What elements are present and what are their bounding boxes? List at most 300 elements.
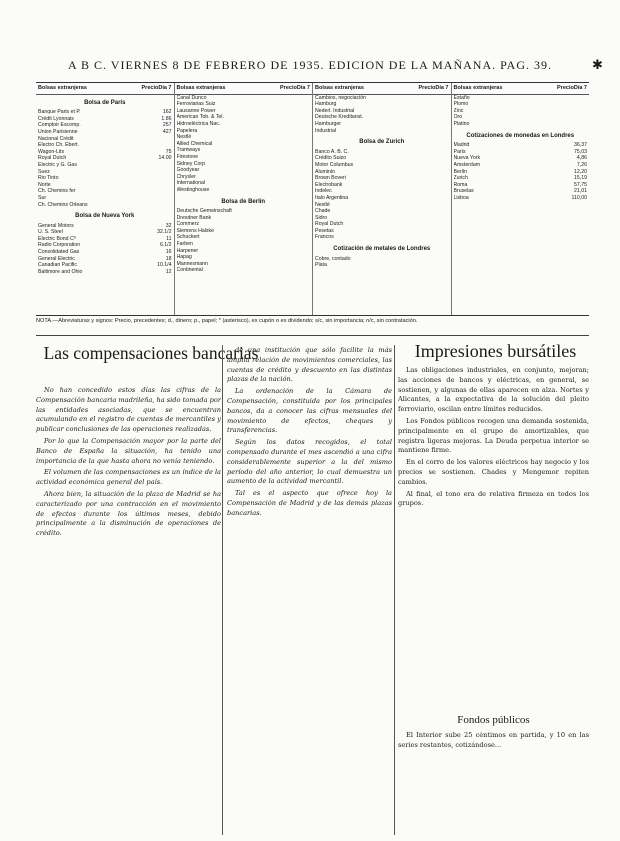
table-row [36, 223, 174, 230]
table-row [452, 108, 590, 115]
day-cell [288, 161, 310, 168]
security-name: Zurich [453, 175, 468, 182]
security-name: Radio Corporation [38, 242, 81, 249]
day-cell [288, 147, 310, 154]
security-name: Deutsche Kreditanst. [315, 114, 364, 121]
price-cell [405, 195, 427, 202]
section-title: Bolsa de Nueva York [75, 213, 135, 220]
security-name: Sidney Corp [176, 160, 206, 167]
table-row [36, 202, 174, 209]
table-row [452, 182, 590, 189]
paragraph: Tal es el aspecto que ofrece hoy la Compensación de Madrid y de las demás plazas bancarias. [227, 489, 392, 517]
security-name: Firestone [176, 153, 199, 160]
security-name: Industrial [315, 127, 337, 134]
security-name: Lausanne Power [176, 107, 216, 114]
table-row [36, 169, 174, 176]
security-name: Crédit Lyonnais [38, 115, 74, 122]
day-cell [150, 195, 172, 202]
day-cell [288, 254, 310, 261]
price-cell [405, 175, 427, 182]
security-name: Cobre, contado [315, 255, 351, 262]
price-cell [405, 162, 427, 169]
day-cell: 21,01 [574, 188, 587, 195]
day-cell [427, 228, 449, 235]
day-cell [288, 174, 310, 181]
price-cell [405, 121, 427, 128]
article-body-impresiones [398, 366, 589, 711]
day-cell [288, 187, 310, 194]
day-cell: 18 [165, 255, 172, 262]
day-cell [150, 182, 172, 189]
column-rule [394, 345, 395, 835]
stock-table [36, 82, 589, 316]
security-name: Hidroeléctrica Nac. [176, 120, 221, 127]
price-cell [405, 228, 427, 235]
price-cell [543, 188, 565, 195]
page-header: A B C. VIERNES 8 DE FEBRERO DE 1935. EDICION DE LA MAÑANA. PAG. 39. [67, 58, 553, 72]
security-name: Tramways [176, 147, 201, 154]
security-name: Wagon-Lits [38, 148, 65, 155]
day-cell: 110,00 [571, 194, 587, 201]
section-title: Cotización de metales de Londres [333, 246, 431, 253]
price-cell [405, 149, 427, 156]
price-cell [266, 234, 288, 241]
day-cell [288, 154, 310, 161]
table-row [175, 221, 313, 228]
security-name: Hamburg [315, 101, 337, 108]
day-cell [427, 175, 449, 182]
price-cell [266, 267, 288, 274]
table-row [175, 114, 313, 121]
price-cell [266, 108, 288, 115]
security-name: Banco A. B. C. [315, 148, 349, 155]
table-row [313, 182, 451, 189]
security-name: Norte [38, 181, 51, 188]
security-name: Sidro [315, 214, 328, 221]
header-cell: Bolsas extranjeras [315, 85, 364, 91]
day-cell: 4,86 [576, 155, 587, 162]
day-cell [427, 202, 449, 209]
security-name: Pesetas [315, 227, 334, 234]
price-cell [128, 116, 150, 123]
price-cell [266, 261, 288, 268]
table-row [175, 121, 313, 128]
price-cell [266, 147, 288, 154]
day-cell: 15,19 [574, 175, 587, 182]
price-cell [128, 182, 150, 189]
security-name: Amsterdam [453, 161, 481, 168]
day-cell [288, 261, 310, 268]
security-name: Banque Paris et P. [38, 109, 81, 116]
price-cell [128, 236, 150, 243]
security-name: Motor Columbus [315, 161, 354, 168]
security-name: U. S. Steel [38, 229, 63, 236]
price-cell [128, 136, 150, 143]
security-name: Commerz [176, 221, 199, 228]
table-row [313, 256, 451, 263]
day-cell [427, 262, 449, 269]
day-cell: 57,75 [574, 181, 587, 188]
table-row [452, 195, 590, 202]
day-cell [427, 169, 449, 176]
security-name: Ch. Chemins Orleans [38, 201, 88, 208]
table-row [175, 234, 313, 241]
day-cell [427, 128, 449, 135]
table-row [313, 155, 451, 162]
table-row [36, 195, 174, 202]
security-name: Deutsche Gemeinschaft [176, 208, 232, 215]
day-cell [427, 256, 449, 263]
table-row [313, 95, 451, 102]
day-cell [150, 142, 172, 149]
security-name: Papelera [176, 127, 198, 134]
day-cell: 14.00 [158, 155, 172, 162]
table-row [175, 248, 313, 255]
price-cell [405, 208, 427, 215]
security-name: Suez [38, 168, 50, 175]
price-cell [266, 174, 288, 181]
table-row [36, 182, 174, 189]
day-cell [150, 162, 172, 169]
security-name: Union Parisienne [38, 128, 78, 135]
table-row [313, 202, 451, 209]
table-row [36, 122, 174, 129]
article-title-compensaciones: Las compensaciones bancarias [43, 343, 259, 363]
table-row [452, 162, 590, 169]
day-cell [288, 167, 310, 174]
table-row [36, 142, 174, 149]
price-cell [405, 202, 427, 209]
price-cell [266, 241, 288, 248]
price-cell [543, 114, 565, 121]
day-cell [150, 202, 172, 209]
paragraph: Ahora bien, la situación de la plaza de Madrid se ha caracterizado por una contracción en el movimiento de efectos durante los últimos meses, debido principalmente a la disminución de operaciones de crédito. [36, 489, 221, 538]
day-cell [288, 208, 310, 215]
header-cell: Bolsas extranjeras [176, 85, 226, 91]
header-cell: Día 7 [435, 85, 449, 91]
price-cell [405, 108, 427, 115]
section-title: Cotizaciones de monedas en Londres [466, 132, 575, 139]
day-cell: 7,26 [576, 161, 587, 168]
day-cell [288, 114, 310, 121]
security-name: Royal Dutch [38, 155, 67, 162]
security-name: Nueva York [453, 155, 481, 162]
paragraph: Por lo que la Compensación mayor por la parte del Banco de España la situación, ha tenido una importancia de la que hasta ahora no venía teniendo. [36, 436, 221, 465]
day-cell [288, 101, 310, 108]
paragraph: No han concedido estos días las cifras de la Compensación bancaria madrileña, ha sido tomada por las entidades asociadas, que se encuentran acumulando en el registro de cuentas de mercantiles y publicar conclusiones de las operaciones realizadas. [36, 386, 221, 434]
table-row [36, 249, 174, 256]
day-cell: 32.1/2 [157, 229, 172, 236]
price-cell [128, 122, 150, 129]
security-name: Westinghouse [176, 186, 210, 193]
price-cell [128, 202, 150, 209]
price-cell [405, 155, 427, 162]
price-cell [266, 95, 288, 102]
day-cell [565, 114, 587, 121]
price-cell [128, 269, 150, 276]
table-row [36, 109, 174, 116]
price-cell [405, 234, 427, 241]
table-row [452, 121, 590, 128]
price-cell [266, 228, 288, 235]
day-cell [427, 149, 449, 156]
day-cell [427, 234, 449, 241]
security-name: Ferroviarias Suiz [176, 101, 216, 108]
price-cell [128, 142, 150, 149]
paragraph: En el corro de los valores eléctricos hay negocio y los precios se sostienen. Chades y Mengemor repiten cambios. [398, 458, 589, 486]
table-row [175, 134, 313, 141]
day-cell [288, 234, 310, 241]
security-name: Mannesmann [176, 260, 208, 267]
security-name: Canal Dunco [176, 94, 207, 101]
security-name: General Electric [38, 255, 75, 262]
security-name: General Motors [38, 222, 74, 229]
price-cell [405, 128, 427, 135]
price-cell [405, 215, 427, 222]
price-cell [405, 256, 427, 263]
price-cell [266, 167, 288, 174]
star-mark: ✱ [592, 58, 603, 73]
day-cell [427, 114, 449, 121]
table-header [175, 83, 313, 95]
price-cell [405, 188, 427, 195]
day-cell [288, 248, 310, 255]
day-cell [427, 182, 449, 189]
security-name: Hamburger [315, 120, 341, 127]
table-column-1 [36, 83, 175, 315]
day-cell [150, 169, 172, 176]
security-name: Nestlé [315, 201, 330, 208]
price-cell [128, 195, 150, 202]
day-cell: 12 [165, 268, 172, 275]
table-row [313, 149, 451, 156]
security-name: Aluminio [315, 168, 335, 175]
price-cell [266, 101, 288, 108]
security-name: Hapag [176, 254, 192, 261]
price-cell [266, 221, 288, 228]
price-cell [128, 175, 150, 182]
header-cell: Precio [418, 85, 436, 91]
article-body-fondos [398, 731, 589, 831]
table-row [36, 269, 174, 276]
day-cell [427, 162, 449, 169]
table-row [175, 187, 313, 194]
day-cell [288, 180, 310, 187]
day-cell [427, 101, 449, 108]
price-cell [266, 248, 288, 255]
table-header [313, 83, 451, 95]
price-cell [128, 229, 150, 236]
security-name: Farben [176, 241, 193, 248]
table-row [175, 161, 313, 168]
table-row [175, 95, 313, 102]
price-cell [405, 182, 427, 189]
day-cell: 6.1/2 [159, 242, 172, 249]
security-name: París [453, 148, 466, 155]
price-cell [266, 128, 288, 135]
day-cell [565, 108, 587, 115]
security-name: Plomo [453, 101, 469, 108]
price-cell [128, 109, 150, 116]
day-cell [427, 221, 449, 228]
table-row [175, 174, 313, 181]
security-name: Electric Bond Cº [38, 235, 76, 242]
day-cell [150, 136, 172, 143]
table-row [36, 149, 174, 156]
price-cell [128, 262, 150, 269]
security-name: Canadian Pacific [38, 262, 77, 269]
security-name: Continental [176, 267, 203, 274]
day-cell: 36,37 [574, 142, 587, 149]
table-row [175, 215, 313, 222]
day-cell: 75,03 [574, 148, 587, 155]
table-row [36, 236, 174, 243]
day-cell [288, 108, 310, 115]
paragraph: Según los datos recogidos, el total compensado durante el mes ascendió a una cifra considerablemente superior a la del mismo período del año anterior, lo cual demuestra un aumento de la actividad mercantil. [227, 438, 392, 486]
day-cell [565, 121, 587, 128]
day-cell [288, 128, 310, 135]
paragraph: de una institución que sólo facilite la más amplia relación de movimientos comerciales, las cuentas de crédito y descuento en las distintas plazas de la nación. [227, 346, 392, 384]
day-cell [565, 95, 587, 102]
table-row [452, 169, 590, 176]
security-name: Schuckert [176, 234, 200, 241]
table-row [36, 175, 174, 182]
day-cell [288, 121, 310, 128]
day-cell: 10.1/4 [157, 262, 172, 269]
table-row [452, 188, 590, 195]
table-row [313, 114, 451, 121]
price-cell [266, 121, 288, 128]
day-cell [288, 141, 310, 148]
security-name: Plata [315, 262, 327, 269]
divider [36, 335, 589, 336]
price-cell [543, 169, 565, 176]
price-cell [128, 223, 150, 230]
table-row [175, 254, 313, 261]
day-cell [427, 208, 449, 215]
table-row [452, 149, 590, 156]
table-row [452, 175, 590, 182]
day-cell: 16 [165, 249, 172, 256]
price-cell [266, 154, 288, 161]
day-cell [427, 215, 449, 222]
header-cell: Día 7 [573, 85, 587, 91]
table-row [36, 262, 174, 269]
price-cell [128, 242, 150, 249]
header-cell: Bolsas extranjeras [453, 85, 503, 91]
day-cell: 11 [166, 235, 172, 242]
price-cell [405, 169, 427, 176]
section-title: Bolsa de París [84, 99, 126, 106]
day-cell: 1.86 [161, 115, 172, 122]
security-name: Lisboa [453, 194, 469, 201]
security-name: Baltimore and Ohio [38, 268, 83, 275]
security-name: Electro Ch. Ebert. [38, 142, 79, 149]
table-row [36, 256, 174, 263]
day-cell [427, 95, 449, 102]
table-row [313, 188, 451, 195]
table-row [36, 155, 174, 162]
price-cell [543, 182, 565, 189]
table-row [36, 162, 174, 169]
security-name: Roma [453, 181, 468, 188]
day-cell: 75 [165, 148, 172, 155]
table-column-3 [313, 83, 452, 315]
paragraph: La ordenación de la Cámara de Compensación, constituida por los principales bancos, da a conocer las cifras mensuales del movimiento de efectos, cheques y transferencias. [227, 387, 392, 435]
article-body-continuation [227, 346, 392, 831]
table-row [452, 95, 590, 102]
security-name: Sur [38, 194, 47, 201]
price-cell [543, 108, 565, 115]
security-name: Nederl. Industrial [315, 107, 355, 114]
header-cell: Precio [141, 85, 159, 91]
table-row [175, 261, 313, 268]
price-cell [266, 254, 288, 261]
table-row [313, 128, 451, 135]
price-cell [543, 175, 565, 182]
table-row [313, 162, 451, 169]
security-name: Brown Boveri [315, 175, 346, 182]
price-cell [128, 149, 150, 156]
security-name: Ch. Chemins fer [38, 188, 76, 195]
header-cell: Día 7 [296, 85, 310, 91]
security-name: Francos [315, 234, 334, 241]
day-cell [288, 215, 310, 222]
security-name: Harpener [176, 247, 199, 254]
table-column-4 [452, 83, 590, 315]
table-row [175, 241, 313, 248]
table-row [175, 154, 313, 161]
price-cell [128, 162, 150, 169]
day-cell [288, 134, 310, 141]
table-note: NOTA.—Abreviaturas y signos: Precio, precedentes; d., dinero; p., papel; * (asterisco), ex cupón o ex dividendo; s/c, sin importancia; n/c, sin contratación. [36, 318, 418, 324]
day-cell [427, 121, 449, 128]
day-cell [288, 267, 310, 274]
table-row [175, 180, 313, 187]
table-row [313, 262, 451, 269]
price-cell [543, 162, 565, 169]
table-row [452, 114, 590, 121]
table-row [36, 129, 174, 136]
table-row [175, 228, 313, 235]
security-name: Electric y G. Gas [38, 161, 77, 168]
day-cell [427, 155, 449, 162]
table-row [36, 242, 174, 249]
price-cell [543, 101, 565, 108]
header-cell: Bolsas extranjeras [38, 85, 87, 91]
table-row [175, 108, 313, 115]
article-title-impresiones: Impresiones bursátiles [414, 341, 577, 361]
table-row [313, 108, 451, 115]
price-cell [128, 155, 150, 162]
security-name: Berlín [453, 168, 468, 175]
price-cell [405, 221, 427, 228]
security-name: Consolidated Gas [38, 249, 80, 256]
table-row [313, 221, 451, 228]
security-name: Oro [453, 114, 463, 121]
price-cell [405, 114, 427, 121]
price-cell [405, 262, 427, 269]
section-title: Bolsa de Zurich [359, 139, 405, 146]
security-name: Comptoir Escomp. [38, 122, 81, 129]
day-cell [288, 95, 310, 102]
price-cell [405, 101, 427, 108]
price-cell [266, 134, 288, 141]
table-row [452, 155, 590, 162]
day-cell [427, 108, 449, 115]
day-cell: 427 [162, 128, 172, 135]
table-row [175, 147, 313, 154]
